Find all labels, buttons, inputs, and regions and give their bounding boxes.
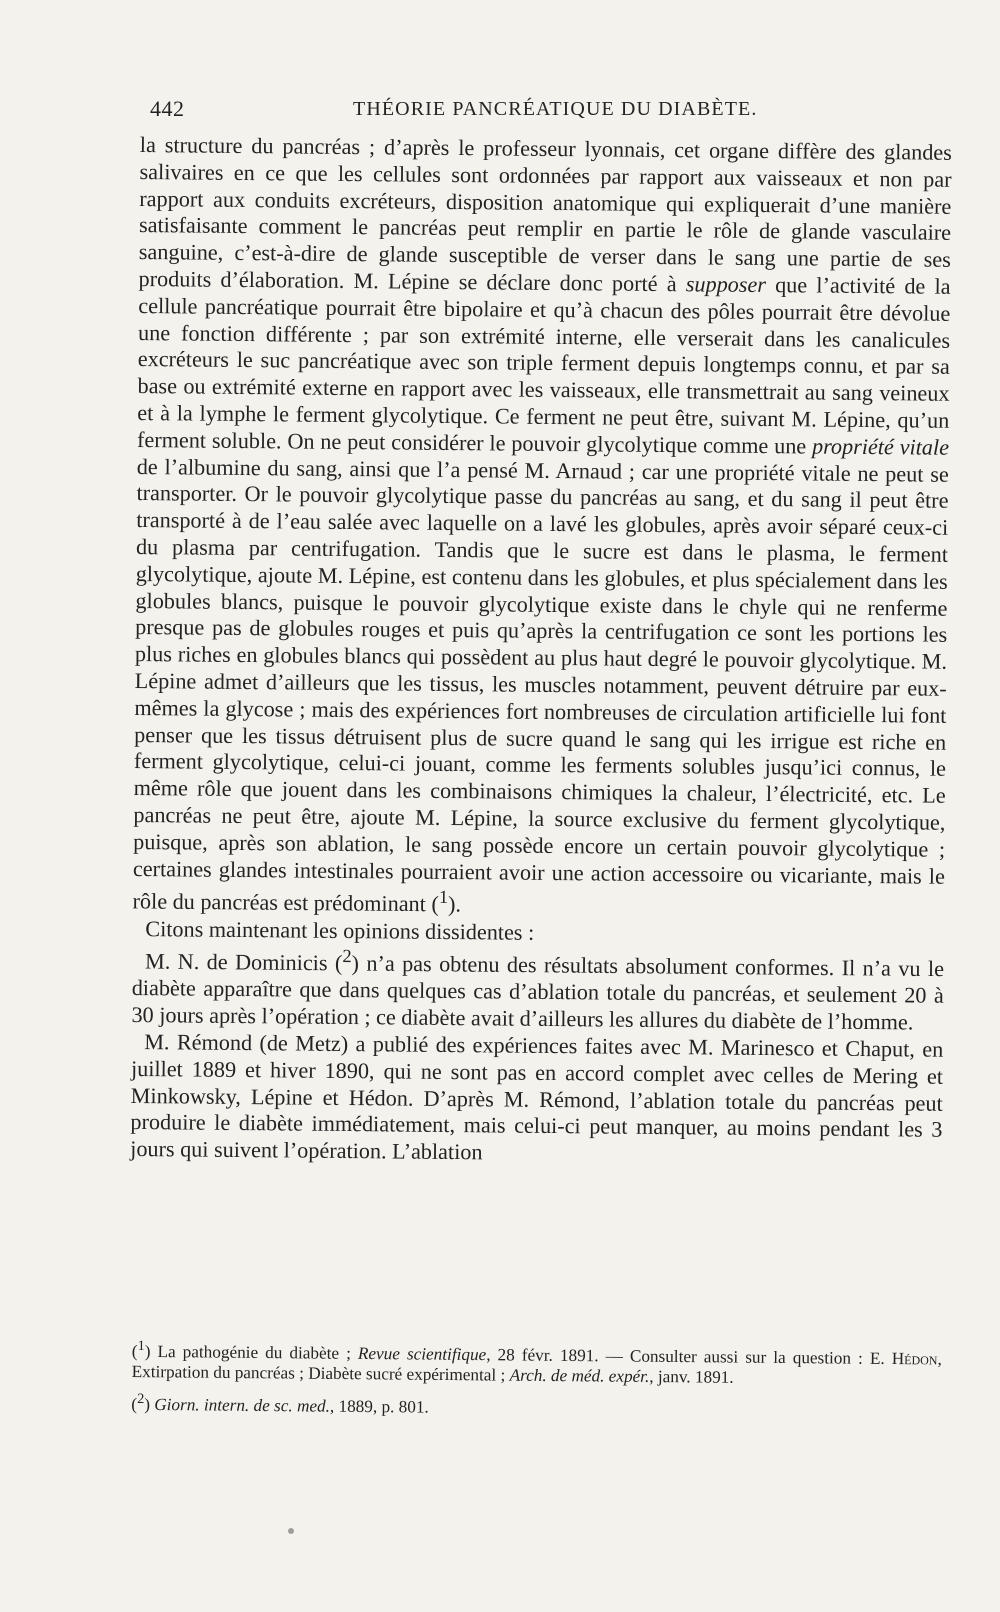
footnote-text: ( [131,1394,138,1414]
text-run: la structure du pancréas ; d’après le professeur lyonnais, cet organe diffère des glandes salivaires en ce que les cellules sont ordonnées par rapport aux vaisseaux et non par rapport aux conduits excréteurs, disposition anatomique qui expliquerait d’une manière satisfaisante comment le pancréas peut remplir en partie le rôle de glande vasculaire sanguine, c’est-à-dire de glande susceptible de verser dans le sang une partie de ses produits d’élaboration. M. Lépine se déclare donc porté à [138,132,952,297]
ink-speck [288,1528,294,1534]
paragraph-remond [130,1029,943,1171]
footnote-text: ) La pathogénie du diabète ; [144,1341,359,1363]
body-text [130,132,952,1171]
footnote-1 [132,1336,942,1391]
italic-text: Arch. de méd. expér. [509,1365,650,1387]
footnote-text: ) [144,1394,155,1414]
footnote-text: , 28 févr. 1891. — Consulter aussi sur la question : E. [486,1345,892,1369]
footnote-text: , janv. 1891. [649,1367,734,1388]
text-run: M. Rémond (de Metz) a publié des expériences faites avec M. Marinesco et Chaput, en juillet 1889 et hiver 1890, qui ne sont pas en accord complet avec celles de Mering et Minkowsky, Lépine et Hédon. D’après M. Rémond, l’ablation totale du pancréas peut produire le diabète immédiatement, mais celui-ci peut manquer, au moins pendant les 3 jours qui suivent l’opération. L’ablation [130,1029,944,1165]
footnote-marker: 1 [137,1338,145,1355]
text-run: de l’albumine du sang, ainsi que l’a pensé M. Arnaud ; car une propriété vitale ne peut se transporter. Or le pouvoir glycolytique passe du pancréas au sang, et du sang il peut être transporté à de l’eau salée avec laquelle on a lavé les globules, après avoir séparé ceux-ci du plasma par centrifugation. Tandis que le sucre est dans le plasma, le ferment glycolytique, ajoute M. Lépine, est contenu dans les globules, et plus spécialement dans les globules blancs, puisque le pouvoir glycolytique existe dans le chyle qui ne renferme presque pas de globules rouges et puis qu’après la centrifugation ce sont les portions les plus riches en globules blancs qui possèdent au plus haut degré le pouvoir glycolytique. M. Lépine admet d’ailleurs que les tissus, les muscles notamment, peuvent détruire par eux-mêmes la glycose ; mais des expériences fort nombreuses de circulation artificielle lui font penser que les tissus détruisent plus de sucre quand le sang qui les irrigue est riche en ferment glycolytique, celui-ci jouant, comme les ferments solubles jusqu’ici connus, le même rôle que jouent dans les combinaisons chimiques la chaleur, l’électricité, etc. Le pancréas ne peut être, ajoute M. Lépine, la source exclusive du ferment glycolytique, puisque, après son ablation, le sang possède encore un certain pouvoir glycolytique ; certaines glandes intestinales pourraient avoir une action accessoire ou vicariante, mais le rôle du pancréas est prédominant ( [132,453,949,917]
running-title: THÉORIE PANCRÉATIQUE DU DIABÈTE. [353,98,758,120]
page-number: 442 [150,96,185,121]
footnote-text: ( [131,1341,138,1361]
footnotes [131,1336,942,1423]
paragraph-lepine-theory [132,132,951,923]
page-header [148,96,938,124]
footnote-text: , 1889, p. 801. [329,1396,429,1417]
italic-text: Giorn. intern. de sc. med. [154,1394,331,1416]
italic-text: supposer [685,271,767,297]
text-run: que l’activité de la cellule pancréatique pourrait être bipolaire et qu’à chacun des pôles pourrait être dévolue une fonction différente ; par son extrémité interne, elle verserait dans les canalicules excréteurs le suc pancréatique avec son triple ferment depuis longtemps connu, et par sa base ou extrémité externe en rapport avec les vaisseaux, elle transmettrait au sang veineux et à la lymphe le ferment glycolytique. Ce ferment ne peut être, suivant M. Lépine, qu’un ferment soluble. On ne peut considérer le pouvoir glycolytique comme une [136,272,951,459]
italic-text: propriété vitale [811,433,950,460]
text-run: ). [447,891,462,917]
text-run: M. N. de Dominicis ( [144,948,343,976]
italic-text: Revue scientifique [357,1343,487,1365]
author-name: Hédon [891,1349,938,1369]
footnote-reference: 1 [438,888,449,909]
text-run: Citons maintenant les opinions dissidentes : [145,915,535,945]
footnote-text: , Extirpation du pancréas ; Diabète sucré expérimental ; [131,1349,942,1385]
footnote-marker: 2 [137,1390,145,1408]
footnote-2 [131,1389,941,1423]
paragraph-dominicis [131,942,944,1037]
footnote-reference: 2 [342,947,352,968]
text-run: ) n’a pas obtenu des résultats absolument conformes. Il n’a vu le diabète apparaître que dans quelques cas d’ablation totale du pancréas, et seulement 20 à 30 jours après l’opération ; ce diabète avait d’ailleurs les allures du diabète de l’homme. [131,950,945,1035]
